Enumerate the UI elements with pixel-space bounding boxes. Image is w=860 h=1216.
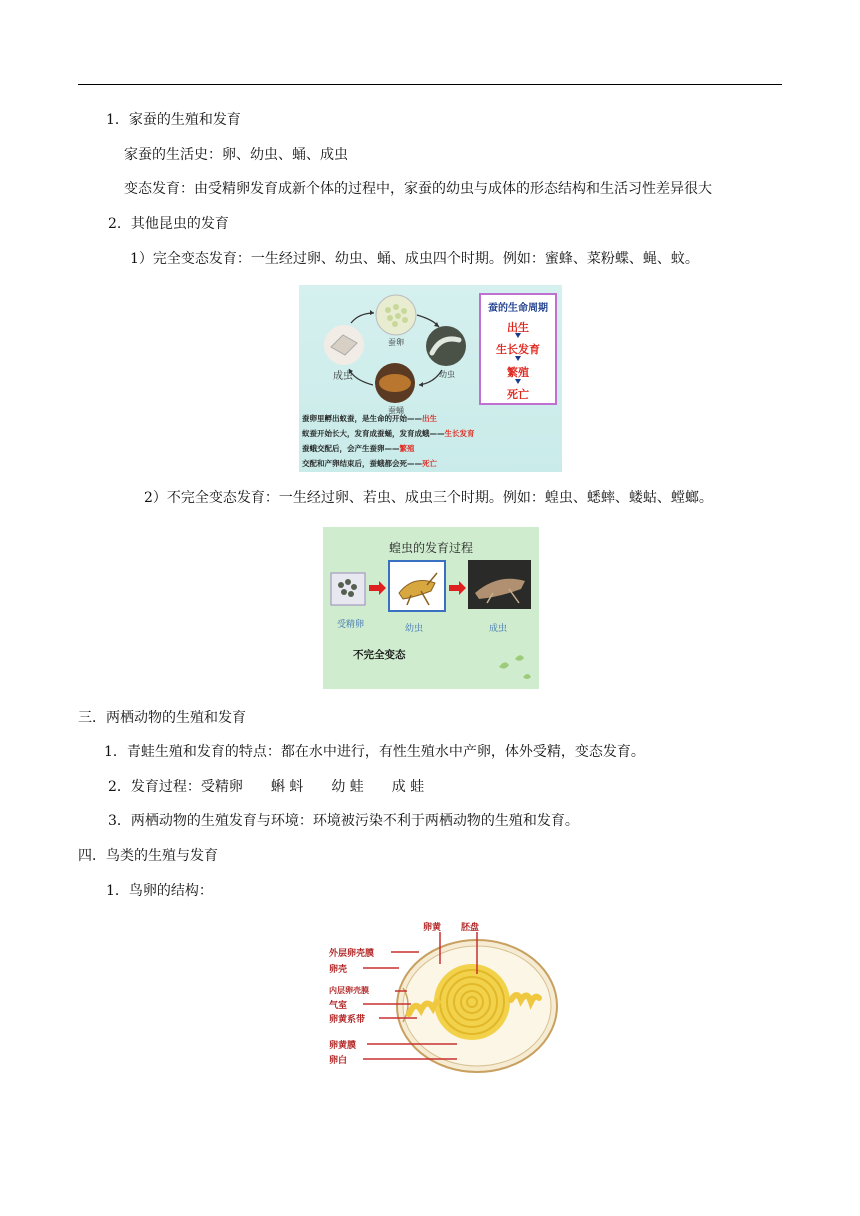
cycle-item-reproduction: 繁殖 <box>507 366 529 379</box>
caption-line: 蚁蚕开始长大，发育成蚕蛹，发育成蛾——生长发育 <box>302 429 475 438</box>
section3-heading: 三．两栖动物的生殖和发育 <box>78 710 246 726</box>
stage-adult: 成虫 <box>489 624 508 634</box>
lifecycle-box <box>479 293 557 405</box>
locust-development-figure <box>323 527 539 689</box>
section4-heading: 四．鸟类的生殖与发育 <box>78 848 218 864</box>
down-arrow-icon <box>515 356 521 361</box>
caption-line: 蚕卵里孵出蚁蚕，是生命的开始——出生 <box>302 414 437 423</box>
frog-features-text: 1．青蛙生殖和发育的特点：都在水中进行，有性生殖水中产卵，体外受精，变态发育。 <box>104 744 645 760</box>
caption-line: 交配和产卵结束后，蚕蛾都会死——死亡 <box>302 459 437 468</box>
label-shell: 卵壳 <box>329 965 348 975</box>
incomplete-metamorphosis-text: 2）不完全变态发育：一生经过卵、若虫、成虫三个时期。例如：蝗虫、蟋蟀、蝼蛄、螳螂。 <box>144 490 713 506</box>
label-larva: 幼虫 <box>439 370 455 379</box>
caption-line: 蚕蛾交配后，会产生蚕卵——繁殖 <box>302 444 415 453</box>
label-adult: 成虫 <box>333 371 353 382</box>
incomplete-metamorphosis-label: 不完全变态 <box>353 649 406 661</box>
bird-egg-structure-figure <box>327 918 561 1076</box>
locust-figure-title: 蝗虫的发育过程 <box>388 541 473 555</box>
lifecycle-box-title: 蚕的生命周期 <box>488 303 548 314</box>
amphibian-environment-text: 3．两栖动物的生殖发育与环境：环境被污染不利于两栖动物的生殖和发育。 <box>108 813 579 829</box>
complete-metamorphosis-text: 1）完全变态发育：一生经过卵、幼虫、蛹、成虫四个时期。例如：蜜蜂、菜粉蝶、蝇、蚊。 <box>130 251 699 267</box>
cycle-item-death: 死亡 <box>507 388 529 401</box>
stage-nymph: 幼虫 <box>405 624 424 634</box>
frog-development-text: 2．发育过程：受精卵 蝌 蚪 幼 蛙 成 蛙 <box>108 779 425 795</box>
down-arrow-icon <box>515 333 521 338</box>
metamorphosis-text: 变态发育：由受精卵发育成新个体的过程中，家蚕的幼虫与成体的形态结构和生活习性差异很大 <box>124 181 712 197</box>
label-yolk-membrane: 卵黄膜 <box>329 1041 357 1051</box>
down-arrow-icon <box>515 379 521 384</box>
label-outer-shell-membrane: 外层卵壳膜 <box>329 949 375 959</box>
label-egg: 蚕卵 <box>388 338 404 347</box>
label-yolk: 卵黄 <box>423 923 442 933</box>
label-albumen: 卵白 <box>329 1056 348 1066</box>
label-air-chamber: 气室 <box>329 1001 348 1011</box>
cycle-item-growth: 生长发育 <box>496 343 540 356</box>
silkworm-lifecycle-figure <box>299 285 562 472</box>
label-chalaza: 卵黄系带 <box>329 1015 366 1025</box>
item1-title: 1．家蚕的生殖和发育 <box>106 112 241 128</box>
lifecycle-text: 家蚕的生活史：卵、幼虫、蛹、成虫 <box>124 147 348 163</box>
bird-egg-drawing <box>327 918 561 1076</box>
label-germinal-disc: 胚盘 <box>461 923 480 933</box>
label-inner-shell-membrane: 内层卵壳膜 <box>329 986 369 995</box>
egg-structure-title: 1．鸟卵的结构： <box>106 883 213 899</box>
cycle-item-birth: 出生 <box>507 321 529 334</box>
locust-stages-drawing <box>323 527 539 689</box>
label-pupa: 蚕蛹 <box>388 406 404 415</box>
header-rule <box>78 84 782 85</box>
stage-fertilized-egg: 受精卵 <box>337 620 365 630</box>
item2-title: 2．其他昆虫的发育 <box>108 216 229 232</box>
